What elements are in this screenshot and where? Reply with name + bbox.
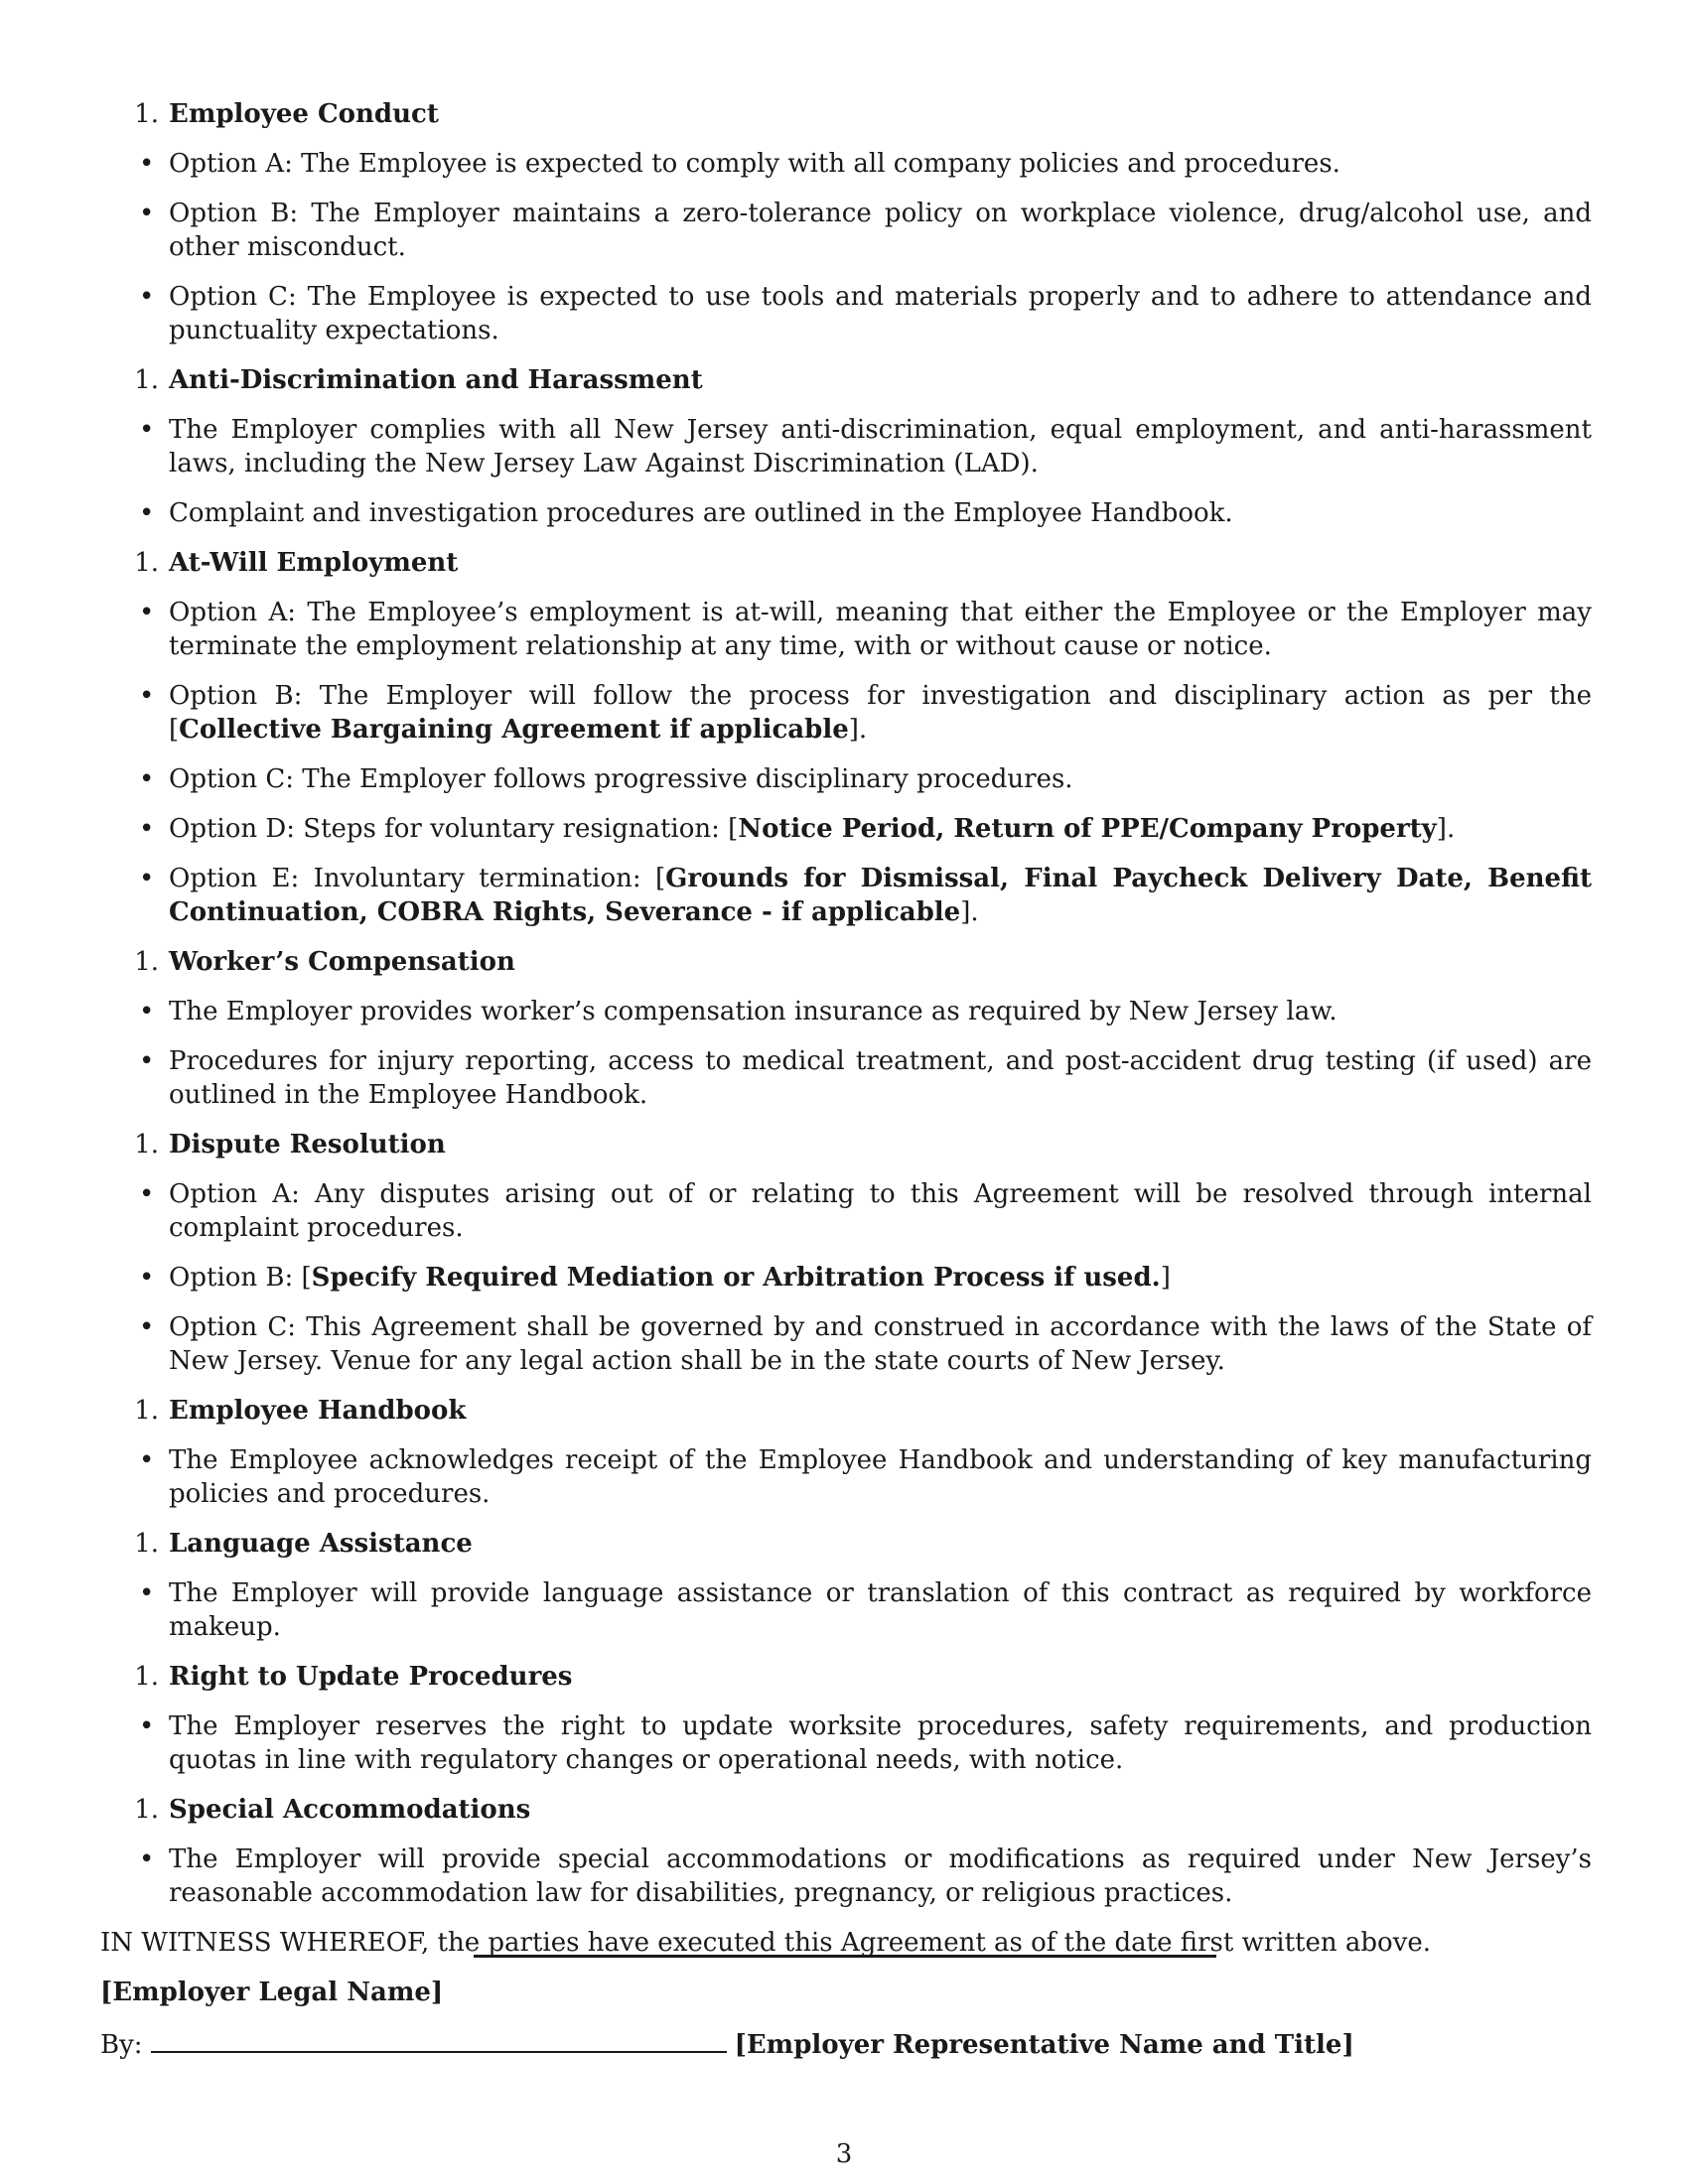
bullet-icon: •: [139, 1179, 155, 1209]
list-item: [100, 1261, 1592, 1295]
contract-sections: [100, 97, 1592, 1910]
bullet-list: [100, 1177, 1592, 1378]
bullet-icon: •: [139, 199, 155, 228]
signature-blank[interactable]: [151, 2025, 727, 2053]
item-text: Option A: Any disputes arising out of or relating to this Agreement will be resolved through internal complaint procedures.: [169, 1179, 1592, 1243]
bullet-icon: •: [139, 1445, 155, 1475]
list-item: [100, 280, 1592, 347]
section: [100, 97, 1592, 347]
list-item: [100, 812, 1592, 846]
bullet-icon: •: [139, 498, 155, 528]
item-text: Option B: [: [169, 1263, 312, 1293]
item-text: The Employer will provide special accommodations or modifications as required under New Jersey’s reasonable accommodation law for disabilities, pregnancy, or religious practices.: [169, 1844, 1592, 1908]
section: [100, 1394, 1592, 1511]
section-number: 1.: [134, 99, 159, 129]
bullet-icon: •: [139, 415, 155, 445]
bullet-list: [100, 995, 1592, 1112]
section-heading: [100, 97, 1592, 131]
section-number: 1.: [134, 1130, 159, 1160]
section: [100, 1128, 1592, 1378]
section: [100, 1793, 1592, 1910]
item-text: Option A: The Employee is expected to comply with all company policies and procedures.: [169, 149, 1340, 179]
section-number: 1.: [134, 1662, 159, 1692]
list-item: [100, 1709, 1592, 1777]
list-item: [100, 496, 1592, 530]
section: [100, 363, 1592, 530]
item-text: Option C: The Employee is expected to use tools and materials properly and to adhere to attendance and punctuality expectations.: [169, 282, 1592, 345]
section-number: 1.: [134, 947, 159, 977]
by-line: [100, 2025, 1354, 2062]
section-title: Employee Conduct: [169, 99, 439, 129]
bullet-list: [100, 1576, 1592, 1644]
section-number: 1.: [134, 1396, 159, 1426]
section-title: Employee Handbook: [169, 1396, 467, 1426]
section: [100, 1660, 1592, 1777]
section-heading: [100, 1527, 1592, 1561]
placeholder-text: Collective Bargaining Agreement if applicable: [179, 715, 849, 745]
list-item: [100, 995, 1592, 1028]
section-title: Worker’s Compensation: [169, 947, 515, 977]
section-title: Dispute Resolution: [169, 1130, 446, 1160]
bullet-icon: •: [139, 1711, 155, 1741]
list-item: [100, 1044, 1592, 1112]
item-text: ].: [848, 715, 868, 745]
section-title: Language Assistance: [169, 1529, 473, 1559]
placeholder-text: Specify Required Mediation or Arbitration Process if used.: [311, 1263, 1161, 1293]
item-text: The Employee acknowledges receipt of the Employee Handbook and understanding of key manufacturing policies and procedures.: [169, 1445, 1592, 1509]
bullet-icon: •: [139, 1312, 155, 1342]
list-item: [100, 862, 1592, 929]
item-text: The Employer provides worker’s compensation insurance as required by New Jersey law.: [169, 997, 1337, 1026]
bullet-icon: •: [139, 864, 155, 893]
item-text: The Employer will provide language assistance or translation of this contract as required by workforce makeup.: [169, 1578, 1592, 1642]
item-text: Complaint and investigation procedures are outlined in the Employee Handbook.: [169, 498, 1233, 528]
section-heading: [100, 945, 1592, 979]
list-item: [100, 1310, 1592, 1378]
list-item: [100, 679, 1592, 747]
item-text: ]: [1160, 1263, 1171, 1293]
bullet-icon: •: [139, 997, 155, 1026]
item-text: Option E: Involuntary termination: [: [169, 864, 666, 893]
list-item: [100, 197, 1592, 264]
item-text: Option B: The Employer maintains a zero-tolerance policy on workplace violence, drug/alcohol use, and other misconduct.: [169, 199, 1592, 262]
employer-legal-name: [Employer Legal Name]: [100, 1978, 444, 2007]
witness-clause: IN WITNESS WHEREOF, the parties have executed this Agreement as of the date first written above.: [100, 1928, 1432, 1958]
bullet-list: [100, 413, 1592, 530]
item-text: The Employer complies with all New Jersey anti-discrimination, equal employment, and anti-harassment laws, including the New Jersey Law Against Discrimination (LAD).: [169, 415, 1592, 478]
bullet-icon: •: [139, 1046, 155, 1076]
list-item: [100, 1443, 1592, 1511]
page-number: 3: [835, 2139, 853, 2169]
list-item: [100, 147, 1592, 181]
item-text: Option A: The Employee’s employment is at-will, meaning that either the Employee or the Employer may terminate the employment relationship at any time, with or without cause or notice.: [169, 598, 1592, 661]
bullet-icon: •: [139, 1578, 155, 1608]
item-text: The Employer reserves the right to update worksite procedures, safety requirements, and production quotas in line with regulatory changes or operational needs, with notice.: [169, 1711, 1592, 1775]
bullet-icon: •: [139, 681, 155, 711]
list-item: [100, 762, 1592, 796]
section-title: Special Accommodations: [169, 1795, 531, 1825]
list-item: [100, 1576, 1592, 1644]
list-item: [100, 1177, 1592, 1245]
item-text: Option C: This Agreement shall be governed by and construed in accordance with the laws of the State of New Jersey. Venue for any legal action shall be in the state courts of New Jersey.: [169, 1312, 1592, 1376]
bullet-icon: •: [139, 764, 155, 794]
section-title: At-Will Employment: [169, 548, 459, 578]
item-text: ].: [960, 897, 979, 927]
section-heading: [100, 546, 1592, 580]
section: [100, 546, 1592, 929]
representative-name-title: [Employer Representative Name and Title]: [734, 2030, 1354, 2060]
section-number: 1.: [134, 548, 159, 578]
item-text: Procedures for injury reporting, access to medical treatment, and post-accident drug testing (if used) are outlined in the Employee Handbook.: [169, 1046, 1592, 1110]
section: [100, 1527, 1592, 1644]
by-label: By:: [100, 2030, 143, 2060]
bullet-icon: •: [139, 282, 155, 312]
section: [100, 945, 1592, 1112]
section-title: Right to Update Procedures: [169, 1662, 573, 1692]
section-heading: [100, 1128, 1592, 1161]
section-heading: [100, 1793, 1592, 1827]
section-title: Anti-Discrimination and Harassment: [169, 365, 703, 395]
bullet-list: [100, 1443, 1592, 1511]
bullet-icon: •: [139, 814, 155, 844]
item-text: ].: [1436, 814, 1456, 844]
section-heading: [100, 1660, 1592, 1694]
list-item: [100, 1843, 1592, 1910]
bullet-icon: •: [139, 598, 155, 627]
bullet-icon: •: [139, 149, 155, 179]
bullet-list: [100, 1709, 1592, 1777]
bullet-list: [100, 147, 1592, 347]
section-number: 1.: [134, 1795, 159, 1825]
signature-line: [474, 1955, 1216, 1958]
item-text: Option B: The Employer will follow the process for investigation and disciplinary action as per the [: [169, 681, 1592, 745]
section-heading: [100, 363, 1592, 397]
placeholder-text: Grounds for Dismissal, Final Paycheck Delivery Date, Benefit Continuation, COBRA Rights, Severance - if applicable: [169, 864, 1592, 927]
item-text: Option C: The Employer follows progressive disciplinary procedures.: [169, 764, 1073, 794]
bullet-list: [100, 596, 1592, 929]
list-item: [100, 413, 1592, 480]
section-number: 1.: [134, 365, 159, 395]
item-text: Option D: Steps for voluntary resignation: [: [169, 814, 739, 844]
section-heading: [100, 1394, 1592, 1428]
placeholder-text: Notice Period, Return of PPE/Company Property: [738, 814, 1437, 844]
section-number: 1.: [134, 1529, 159, 1559]
bullet-icon: •: [139, 1263, 155, 1293]
bullet-icon: •: [139, 1844, 155, 1874]
list-item: [100, 596, 1592, 663]
bullet-list: [100, 1843, 1592, 1910]
